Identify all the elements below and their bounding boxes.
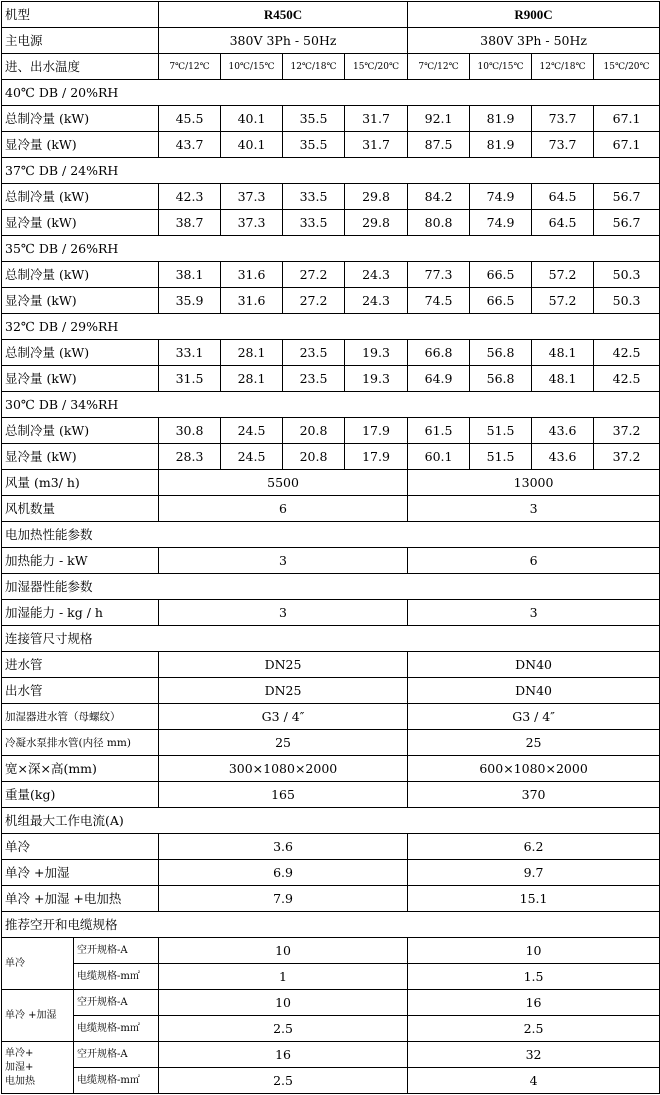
condition-title: 30℃ DB / 34%RH bbox=[2, 392, 660, 418]
value-cell: 73.7 bbox=[532, 132, 594, 158]
value-cell: 38.7 bbox=[159, 210, 221, 236]
value-cell: DN25 bbox=[159, 652, 408, 678]
model-name: R900C bbox=[408, 2, 660, 28]
value-cell: 370 bbox=[408, 782, 660, 808]
value-cell: 66.8 bbox=[408, 340, 470, 366]
value-cell: 23.5 bbox=[283, 340, 345, 366]
value-cell: 6.2 bbox=[408, 834, 660, 860]
current-section bbox=[2, 808, 660, 834]
power-label: 主电源 bbox=[2, 28, 159, 54]
value-cell: 64.5 bbox=[532, 184, 594, 210]
value-cell: 64.9 bbox=[408, 366, 470, 392]
fans-row-label: 风机数量 bbox=[2, 496, 159, 522]
cable-row bbox=[2, 1016, 660, 1042]
value-cell: 3 bbox=[408, 496, 660, 522]
total-cooling-row bbox=[2, 418, 660, 444]
value-cell: 20.8 bbox=[283, 444, 345, 470]
water-temp-cell: 7℃/12℃ bbox=[159, 54, 221, 80]
value-cell: 45.5 bbox=[159, 106, 221, 132]
value-cell: 74.9 bbox=[470, 184, 532, 210]
value-cell: 57.2 bbox=[532, 262, 594, 288]
condition-title-row bbox=[2, 392, 660, 418]
power-value: 380V 3Ph - 50Hz bbox=[159, 28, 408, 54]
value-cell: 35.5 bbox=[283, 132, 345, 158]
condition-title-row bbox=[2, 236, 660, 262]
value-cell: 30.8 bbox=[159, 418, 221, 444]
value-cell: 165 bbox=[159, 782, 408, 808]
value-cell: 13000 bbox=[408, 470, 660, 496]
humidifier-section bbox=[2, 574, 660, 600]
water-temp-cell: 7℃/12℃ bbox=[408, 54, 470, 80]
breaker-group-label-line: 电加热 bbox=[5, 1075, 35, 1087]
heating-section-title: 电加热性能参数 bbox=[2, 522, 660, 548]
value-cell: 2.5 bbox=[408, 1016, 660, 1042]
breaker-group-label bbox=[2, 1042, 74, 1094]
cable-row bbox=[2, 964, 660, 990]
value-cell: 37.2 bbox=[594, 418, 660, 444]
breaker-spec-label: 空开规格-A bbox=[74, 1042, 159, 1068]
value-cell: G3 / 4″ bbox=[159, 704, 408, 730]
pipes-section bbox=[2, 626, 660, 652]
water-temp-cell: 15℃/20℃ bbox=[345, 54, 408, 80]
pipe-row-label: 加湿器进水管（母螺纹） bbox=[2, 704, 159, 730]
pipe-row bbox=[2, 652, 660, 678]
total-cooling-row bbox=[2, 340, 660, 366]
current-row-label: 单冷 bbox=[2, 834, 159, 860]
value-cell: 81.9 bbox=[470, 106, 532, 132]
breaker-group-label: 单冷 +加湿 bbox=[2, 990, 74, 1042]
power-row bbox=[2, 28, 660, 54]
value-cell: 10 bbox=[159, 938, 408, 964]
value-cell: DN25 bbox=[159, 678, 408, 704]
value-cell: 6.9 bbox=[159, 860, 408, 886]
value-cell: 42.5 bbox=[594, 366, 660, 392]
humidifier-row bbox=[2, 600, 660, 626]
value-cell: 29.8 bbox=[345, 184, 408, 210]
value-cell: 24.5 bbox=[221, 444, 283, 470]
sensible-cooling-label: 显冷量 (kW) bbox=[2, 288, 159, 314]
value-cell: 57.2 bbox=[532, 288, 594, 314]
value-cell: 84.2 bbox=[408, 184, 470, 210]
value-cell: 33.5 bbox=[283, 210, 345, 236]
condition-title: 35℃ DB / 26%RH bbox=[2, 236, 660, 262]
value-cell: 66.5 bbox=[470, 262, 532, 288]
condition-title: 37℃ DB / 24%RH bbox=[2, 158, 660, 184]
sensible-cooling-label: 显冷量 (kW) bbox=[2, 132, 159, 158]
sensible-cooling-label: 显冷量 (kW) bbox=[2, 366, 159, 392]
value-cell: 3 bbox=[159, 548, 408, 574]
value-cell: 31.6 bbox=[221, 288, 283, 314]
water-temp-cell: 15℃/20℃ bbox=[594, 54, 660, 80]
power-value: 380V 3Ph - 50Hz bbox=[408, 28, 660, 54]
heating-row-label: 加热能力 - kW bbox=[2, 548, 159, 574]
value-cell: 40.1 bbox=[221, 132, 283, 158]
current-row bbox=[2, 860, 660, 886]
value-cell: 600×1080×2000 bbox=[408, 756, 660, 782]
humidifier-section-title: 加湿器性能参数 bbox=[2, 574, 660, 600]
value-cell: 24.3 bbox=[345, 288, 408, 314]
value-cell: 37.2 bbox=[594, 444, 660, 470]
value-cell: 31.5 bbox=[159, 366, 221, 392]
value-cell: 2.5 bbox=[159, 1068, 408, 1094]
breaker-group-label-line: 单冷+ bbox=[5, 1047, 34, 1059]
value-cell: 43.6 bbox=[532, 444, 594, 470]
value-cell: 80.8 bbox=[408, 210, 470, 236]
value-cell: 38.1 bbox=[159, 262, 221, 288]
sensible-cooling-row bbox=[2, 132, 660, 158]
total-cooling-label: 总制冷量 (kW) bbox=[2, 184, 159, 210]
value-cell: 19.3 bbox=[345, 366, 408, 392]
value-cell: 56.8 bbox=[470, 366, 532, 392]
total-cooling-label: 总制冷量 (kW) bbox=[2, 106, 159, 132]
water-temp-cell: 12℃/18℃ bbox=[283, 54, 345, 80]
value-cell: 28.3 bbox=[159, 444, 221, 470]
value-cell: 27.2 bbox=[283, 288, 345, 314]
current-section-title: 机组最大工作电流(A) bbox=[2, 808, 660, 834]
value-cell: 42.5 bbox=[594, 340, 660, 366]
value-cell: 40.1 bbox=[221, 106, 283, 132]
fans-row bbox=[2, 496, 660, 522]
value-cell: 42.3 bbox=[159, 184, 221, 210]
condition-title-row bbox=[2, 158, 660, 184]
water-temp-label: 进、出水温度 bbox=[2, 54, 159, 80]
water-temp-cell: 10℃/15℃ bbox=[221, 54, 283, 80]
pipe-row-label: 出水管 bbox=[2, 678, 159, 704]
value-cell: 67.1 bbox=[594, 106, 660, 132]
value-cell: 87.5 bbox=[408, 132, 470, 158]
breakers-section-title: 推荐空开和电缆规格 bbox=[2, 912, 660, 938]
breaker-group-label-line: 加湿+ bbox=[5, 1061, 34, 1073]
value-cell: 74.5 bbox=[408, 288, 470, 314]
breaker-group-label: 单冷 bbox=[2, 938, 74, 990]
breaker-row bbox=[2, 990, 660, 1016]
value-cell: 37.3 bbox=[221, 210, 283, 236]
value-cell: 25 bbox=[408, 730, 660, 756]
value-cell: 43.7 bbox=[159, 132, 221, 158]
value-cell: 4 bbox=[408, 1068, 660, 1094]
value-cell: 81.9 bbox=[470, 132, 532, 158]
value-cell: 1 bbox=[159, 964, 408, 990]
current-row bbox=[2, 834, 660, 860]
value-cell: 16 bbox=[408, 990, 660, 1016]
value-cell: 48.1 bbox=[532, 366, 594, 392]
value-cell: 31.7 bbox=[345, 106, 408, 132]
water-temp-cell: 10℃/15℃ bbox=[470, 54, 532, 80]
sensible-cooling-row bbox=[2, 444, 660, 470]
value-cell: 61.5 bbox=[408, 418, 470, 444]
humidifier-row-label: 加湿能力 - kg / h bbox=[2, 600, 159, 626]
breaker-spec-label: 空开规格-A bbox=[74, 990, 159, 1016]
water-temp-row bbox=[2, 54, 660, 80]
model-label: 机型 bbox=[2, 2, 159, 28]
spec-table-body bbox=[2, 2, 660, 1094]
cable-spec-label: 电缆规格-m㎡ bbox=[74, 1016, 159, 1042]
value-cell: 1.5 bbox=[408, 964, 660, 990]
sensible-cooling-label: 显冷量 (kW) bbox=[2, 210, 159, 236]
pipes-section-title: 连接管尺寸规格 bbox=[2, 626, 660, 652]
total-cooling-label: 总制冷量 (kW) bbox=[2, 262, 159, 288]
heating-row bbox=[2, 548, 660, 574]
value-cell: 17.9 bbox=[345, 418, 408, 444]
pipe-row bbox=[2, 756, 660, 782]
value-cell: 51.5 bbox=[470, 418, 532, 444]
spec-table bbox=[1, 1, 660, 1094]
value-cell: 23.5 bbox=[283, 366, 345, 392]
sensible-cooling-row bbox=[2, 210, 660, 236]
current-row-label: 单冷 +加湿 bbox=[2, 860, 159, 886]
value-cell: 6 bbox=[408, 548, 660, 574]
heating-section bbox=[2, 522, 660, 548]
breakers-section bbox=[2, 912, 660, 938]
value-cell: 56.7 bbox=[594, 210, 660, 236]
cable-spec-label: 电缆规格-m㎡ bbox=[74, 1068, 159, 1094]
value-cell: 74.9 bbox=[470, 210, 532, 236]
value-cell: 24.3 bbox=[345, 262, 408, 288]
value-cell: 35.5 bbox=[283, 106, 345, 132]
value-cell: 33.5 bbox=[283, 184, 345, 210]
value-cell: 10 bbox=[408, 938, 660, 964]
value-cell: 27.2 bbox=[283, 262, 345, 288]
value-cell: 48.1 bbox=[532, 340, 594, 366]
sensible-cooling-label: 显冷量 (kW) bbox=[2, 444, 159, 470]
condition-title-row bbox=[2, 80, 660, 106]
value-cell: 3 bbox=[159, 600, 408, 626]
value-cell: 66.5 bbox=[470, 288, 532, 314]
value-cell: 56.7 bbox=[594, 184, 660, 210]
value-cell: 9.7 bbox=[408, 860, 660, 886]
breaker-spec-label: 空开规格-A bbox=[74, 938, 159, 964]
value-cell: 92.1 bbox=[408, 106, 470, 132]
value-cell: 300×1080×2000 bbox=[159, 756, 408, 782]
cable-row bbox=[2, 1068, 660, 1094]
value-cell: DN40 bbox=[408, 678, 660, 704]
water-temp-cell: 12℃/18℃ bbox=[532, 54, 594, 80]
value-cell: 20.8 bbox=[283, 418, 345, 444]
value-cell: 28.1 bbox=[221, 366, 283, 392]
value-cell: 7.9 bbox=[159, 886, 408, 912]
value-cell: 31.7 bbox=[345, 132, 408, 158]
value-cell: 60.1 bbox=[408, 444, 470, 470]
airflow-row-label: 风量 (m3/ h) bbox=[2, 470, 159, 496]
pipe-row-label: 重量(kg) bbox=[2, 782, 159, 808]
value-cell: 56.8 bbox=[470, 340, 532, 366]
cable-spec-label: 电缆规格-m㎡ bbox=[74, 964, 159, 990]
airflow-row bbox=[2, 470, 660, 496]
value-cell: 77.3 bbox=[408, 262, 470, 288]
pipe-row bbox=[2, 678, 660, 704]
current-row-label: 单冷 +加湿 +电加热 bbox=[2, 886, 159, 912]
value-cell: 3.6 bbox=[159, 834, 408, 860]
breaker-row bbox=[2, 1042, 660, 1068]
value-cell: 64.5 bbox=[532, 210, 594, 236]
value-cell: 10 bbox=[159, 990, 408, 1016]
total-cooling-row bbox=[2, 106, 660, 132]
value-cell: 17.9 bbox=[345, 444, 408, 470]
value-cell: DN40 bbox=[408, 652, 660, 678]
value-cell: 3 bbox=[408, 600, 660, 626]
value-cell: 33.1 bbox=[159, 340, 221, 366]
value-cell: 43.6 bbox=[532, 418, 594, 444]
value-cell: 73.7 bbox=[532, 106, 594, 132]
value-cell: 67.1 bbox=[594, 132, 660, 158]
value-cell: G3 / 4″ bbox=[408, 704, 660, 730]
value-cell: 51.5 bbox=[470, 444, 532, 470]
sensible-cooling-row bbox=[2, 366, 660, 392]
model-row bbox=[2, 2, 660, 28]
value-cell: 5500 bbox=[159, 470, 408, 496]
total-cooling-row bbox=[2, 184, 660, 210]
value-cell: 35.9 bbox=[159, 288, 221, 314]
value-cell: 28.1 bbox=[221, 340, 283, 366]
condition-title-row bbox=[2, 314, 660, 340]
value-cell: 37.3 bbox=[221, 184, 283, 210]
value-cell: 50.3 bbox=[594, 262, 660, 288]
pipe-row-label: 冷凝水泵排水管(内径 mm) bbox=[2, 730, 159, 756]
pipe-row-label: 宽×深×高(mm) bbox=[2, 756, 159, 782]
value-cell: 6 bbox=[159, 496, 408, 522]
current-row bbox=[2, 886, 660, 912]
value-cell: 32 bbox=[408, 1042, 660, 1068]
total-cooling-label: 总制冷量 (kW) bbox=[2, 418, 159, 444]
condition-title: 40℃ DB / 20%RH bbox=[2, 80, 660, 106]
pipe-row bbox=[2, 704, 660, 730]
total-cooling-label: 总制冷量 (kW) bbox=[2, 340, 159, 366]
total-cooling-row bbox=[2, 262, 660, 288]
value-cell: 19.3 bbox=[345, 340, 408, 366]
value-cell: 16 bbox=[159, 1042, 408, 1068]
value-cell: 29.8 bbox=[345, 210, 408, 236]
value-cell: 15.1 bbox=[408, 886, 660, 912]
value-cell: 24.5 bbox=[221, 418, 283, 444]
value-cell: 50.3 bbox=[594, 288, 660, 314]
value-cell: 2.5 bbox=[159, 1016, 408, 1042]
pipe-row bbox=[2, 782, 660, 808]
pipe-row-label: 进水管 bbox=[2, 652, 159, 678]
pipe-row bbox=[2, 730, 660, 756]
model-name: R450C bbox=[159, 2, 408, 28]
value-cell: 31.6 bbox=[221, 262, 283, 288]
value-cell: 25 bbox=[159, 730, 408, 756]
sensible-cooling-row bbox=[2, 288, 660, 314]
condition-title: 32℃ DB / 29%RH bbox=[2, 314, 660, 340]
breaker-row bbox=[2, 938, 660, 964]
